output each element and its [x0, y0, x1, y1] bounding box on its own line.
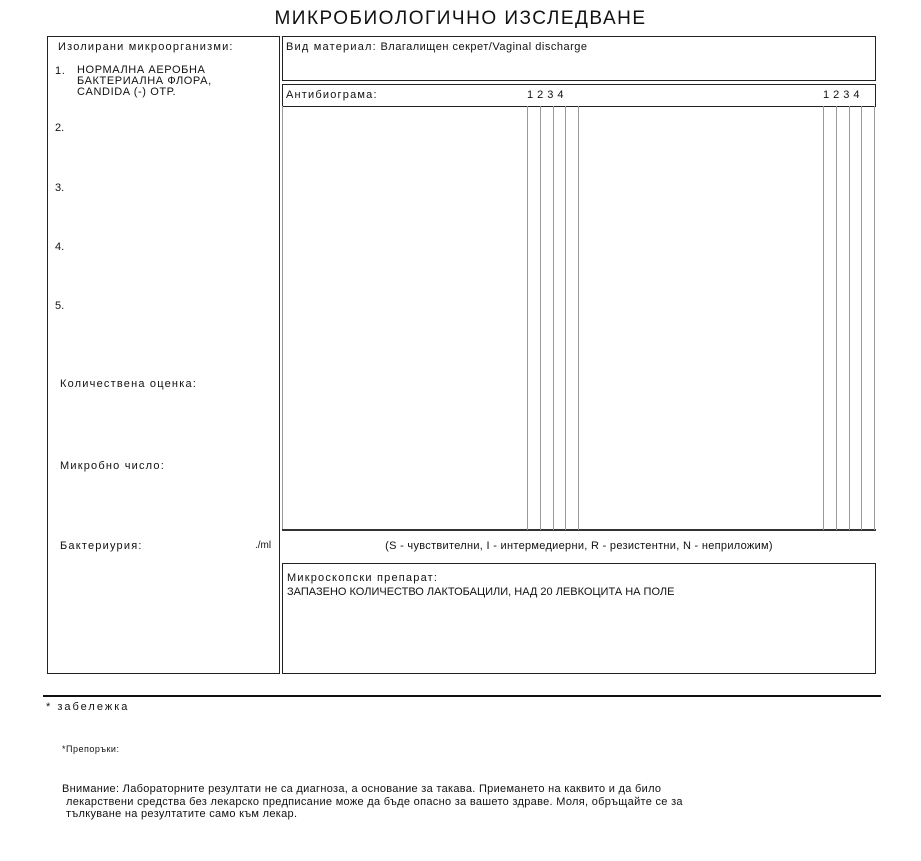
microscopy-label: Микроскопски препарат:: [287, 572, 439, 584]
organism-1: [55, 64, 212, 98]
isolated-organisms-heading: Изолирани микроорганизми:: [58, 41, 234, 53]
material-field: [286, 41, 587, 53]
column-line: [553, 106, 554, 530]
organism-4: 4.: [55, 241, 65, 253]
column-number: 4: [557, 89, 568, 101]
antibiogram-legend: (S - чувствителни, I - интермедиерни, R - резистентни, N - неприложим): [385, 540, 773, 552]
microbial-count-label: Микробно число:: [60, 460, 165, 472]
warning-line: Внимание: Лабораторните резултати не са диагноза, а основание за такава. Приемането на каквито и да било: [62, 783, 662, 795]
column-number: 3: [547, 89, 558, 101]
column-line: [849, 106, 850, 530]
antibiogram-left-border: [282, 106, 283, 530]
note-label: * забележка: [46, 701, 130, 713]
organism-2: 2.: [55, 122, 65, 134]
column-number: 4: [853, 89, 864, 101]
column-number: 1: [527, 89, 538, 101]
recommendations-label: *Препоръки:: [62, 744, 120, 754]
column-line: [836, 106, 837, 530]
warning-text: [62, 783, 683, 821]
antibiogram-bottom-border: [282, 529, 876, 531]
isolated-organisms-panel: [47, 36, 280, 674]
column-number: 3: [843, 89, 854, 101]
quantitative-assessment-label: Количествена оценка:: [60, 378, 198, 390]
column-line: [527, 106, 528, 530]
antibiogram-label: Антибиограма:: [286, 89, 378, 101]
organism-text-line: БАКТЕРИАЛНА ФЛОРА,: [77, 75, 212, 87]
bacteriuria-unit: ./ml: [255, 540, 272, 551]
column-line: [874, 106, 875, 530]
organism-3: 3.: [55, 182, 65, 194]
organism-text-line: CANDIDA (-) ОТР.: [77, 86, 177, 98]
column-number: 2: [833, 89, 844, 101]
column-line: [578, 106, 579, 530]
organism-text-line: НОРМАЛНА АЕРОБНА: [77, 64, 206, 76]
organism-number: 1.: [55, 65, 66, 77]
column-number: 1: [823, 89, 834, 101]
material-value: Влагалищен секрет/Vaginal discharge: [380, 41, 588, 53]
antibiogram-columns-right: [823, 89, 864, 101]
microscopy-value: ЗАПАЗЕНО КОЛИЧЕСТВО ЛАКТОБАЦИЛИ, НАД 20 ЛЕВКОЦИТА НА ПОЛЕ: [287, 586, 675, 598]
column-line: [565, 106, 566, 530]
divider: [43, 695, 881, 697]
column-number: 2: [537, 89, 548, 101]
organism-5: 5.: [55, 300, 65, 312]
material-label: Вид материал:: [286, 41, 377, 53]
column-line: [823, 106, 824, 530]
column-line: [861, 106, 862, 530]
warning-line: тълкуване на резултатите само към лекар.: [66, 808, 298, 820]
antibiogram-columns-left: [527, 89, 568, 101]
page-title: МИКРОБИОЛОГИЧНО ИЗСЛЕДВАНЕ: [274, 8, 647, 29]
bacteriuria-label: Бактериурия:: [60, 540, 143, 552]
warning-line: лекарствени средства без лекарско предписание може да бъде опасно за вашето здраве. Моля, обръщайте се за: [66, 795, 683, 808]
column-line: [540, 106, 541, 530]
